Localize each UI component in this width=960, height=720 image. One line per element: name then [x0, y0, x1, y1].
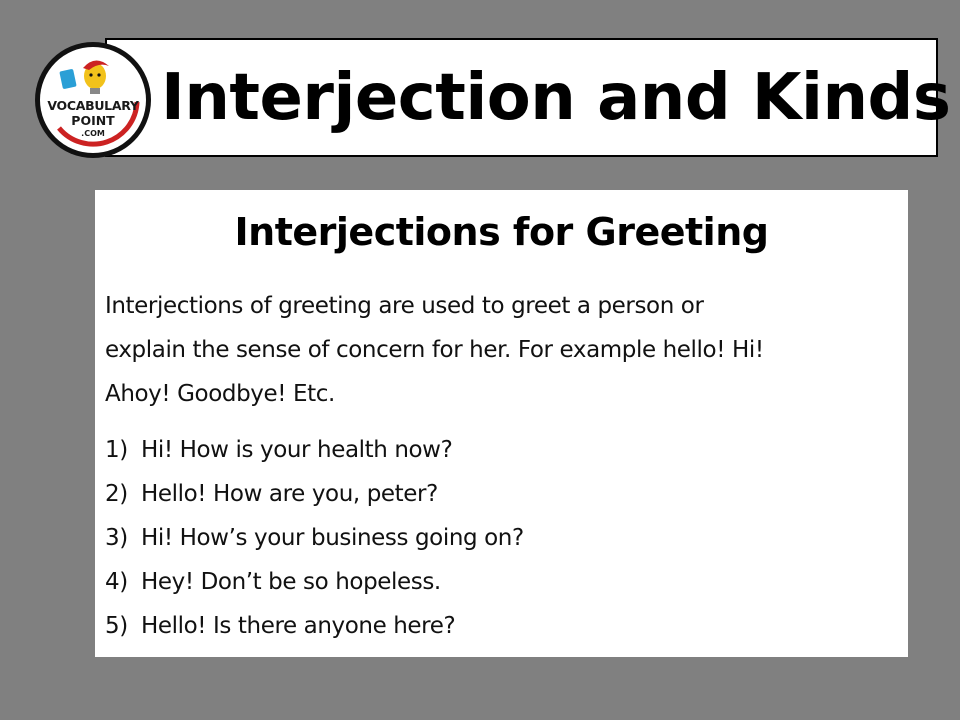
description-paragraph	[105, 284, 885, 416]
example-number: 5)	[105, 613, 128, 639]
title-banner	[105, 38, 951, 157]
example-item	[105, 516, 524, 560]
page-title: Interjection and Kinds	[161, 61, 951, 135]
paragraph-line: explain the sense of concern for her. For example hello! Hi!	[105, 337, 764, 363]
example-text: Hello! How are you, peter?	[141, 481, 438, 507]
example-number: 2)	[105, 481, 128, 507]
example-text: Hi! How is your health now?	[141, 437, 453, 463]
example-number: 4)	[105, 569, 128, 595]
example-item	[105, 604, 524, 648]
example-text: Hi! How’s your business going on?	[141, 525, 524, 551]
example-text: Hello! Is there anyone here?	[141, 613, 456, 639]
example-item	[105, 428, 524, 472]
example-item	[105, 472, 524, 516]
content-panel	[95, 190, 908, 657]
example-number: 3)	[105, 525, 128, 551]
logo-text-point: POINT	[71, 113, 115, 128]
logo-text-com: .COM	[81, 129, 105, 138]
examples-list	[105, 428, 524, 648]
paragraph-line: Ahoy! Goodbye! Etc.	[105, 381, 335, 407]
example-number: 1)	[105, 437, 128, 463]
example-item	[105, 560, 524, 604]
logo-text-vocabulary: VOCABULARY	[47, 98, 139, 113]
paragraph-line: Interjections of greeting are used to greet a person or	[105, 293, 704, 319]
example-text: Hey! Don’t be so hopeless.	[141, 569, 441, 595]
section-heading: Interjections for Greeting	[234, 210, 769, 254]
vocabulary-point-logo	[33, 40, 153, 160]
